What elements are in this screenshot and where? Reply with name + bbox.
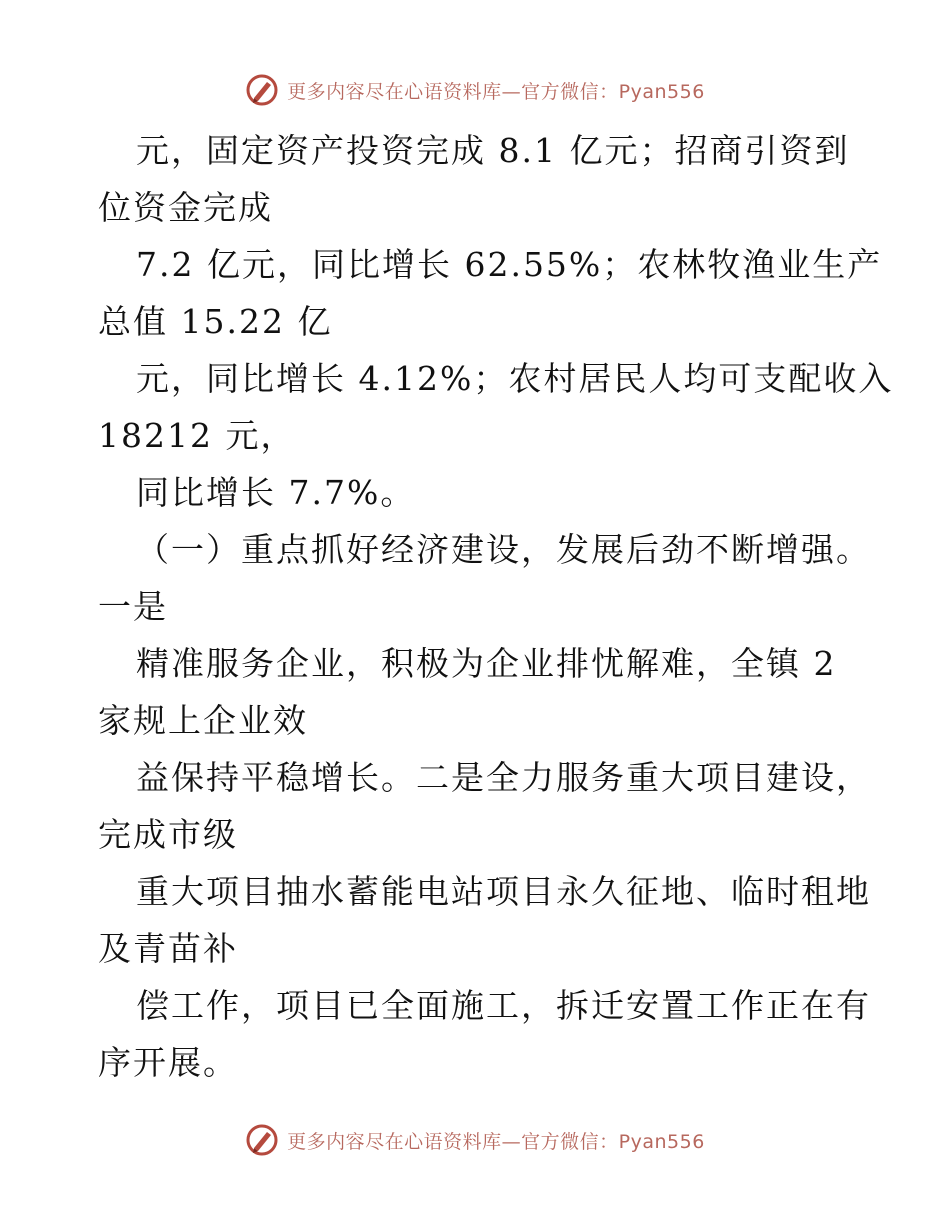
text-line: 完成市级 [98,815,238,854]
text-line: 精准服务企业，积极为企业排忧解难，全镇 2 [136,644,837,683]
text-line: 总值 15.22 亿 [98,302,333,341]
text-line: 家规上企业效 [98,701,308,740]
header-watermark [0,70,950,110]
pen-circle-logo-icon [245,73,279,107]
text-line: 7.2 亿元，同比增长 62.55%；农林牧渔业生产 [136,245,883,284]
text-line: 18212 元， [98,416,296,455]
document-body [98,122,894,1091]
pen-circle-logo-icon [245,1123,279,1157]
watermark-text: 更多内容尽在心语资料库—官方微信：Pyan556 [287,1130,705,1153]
text-line: 偿工作，项目已全面施工，拆迁安置工作正在有 [136,986,871,1025]
text-line: 一是 [98,587,168,626]
text-line: 益保持平稳增长。二是全力服务重大项目建设， [136,758,871,797]
text-line: 元，同比增长 4.12%；农村居民人均可支配收入 [136,359,894,398]
watermark-text: 更多内容尽在心语资料库—官方微信：Pyan556 [287,80,705,103]
text-line: 元，固定资产投资完成 8.1 亿元；招商引资到 [136,131,850,170]
text-line: 位资金完成 [98,188,273,227]
text-line: 序开展。 [98,1043,238,1082]
text-line: 重大项目抽水蓄能电站项目永久征地、临时租地 [136,872,871,911]
footer-watermark [0,1120,950,1160]
text-line: （一）重点抓好经济建设，发展后劲不断增强。 [136,530,871,569]
text-line: 及青苗补 [98,929,238,968]
text-line: 同比增长 7.7%。 [136,473,416,512]
